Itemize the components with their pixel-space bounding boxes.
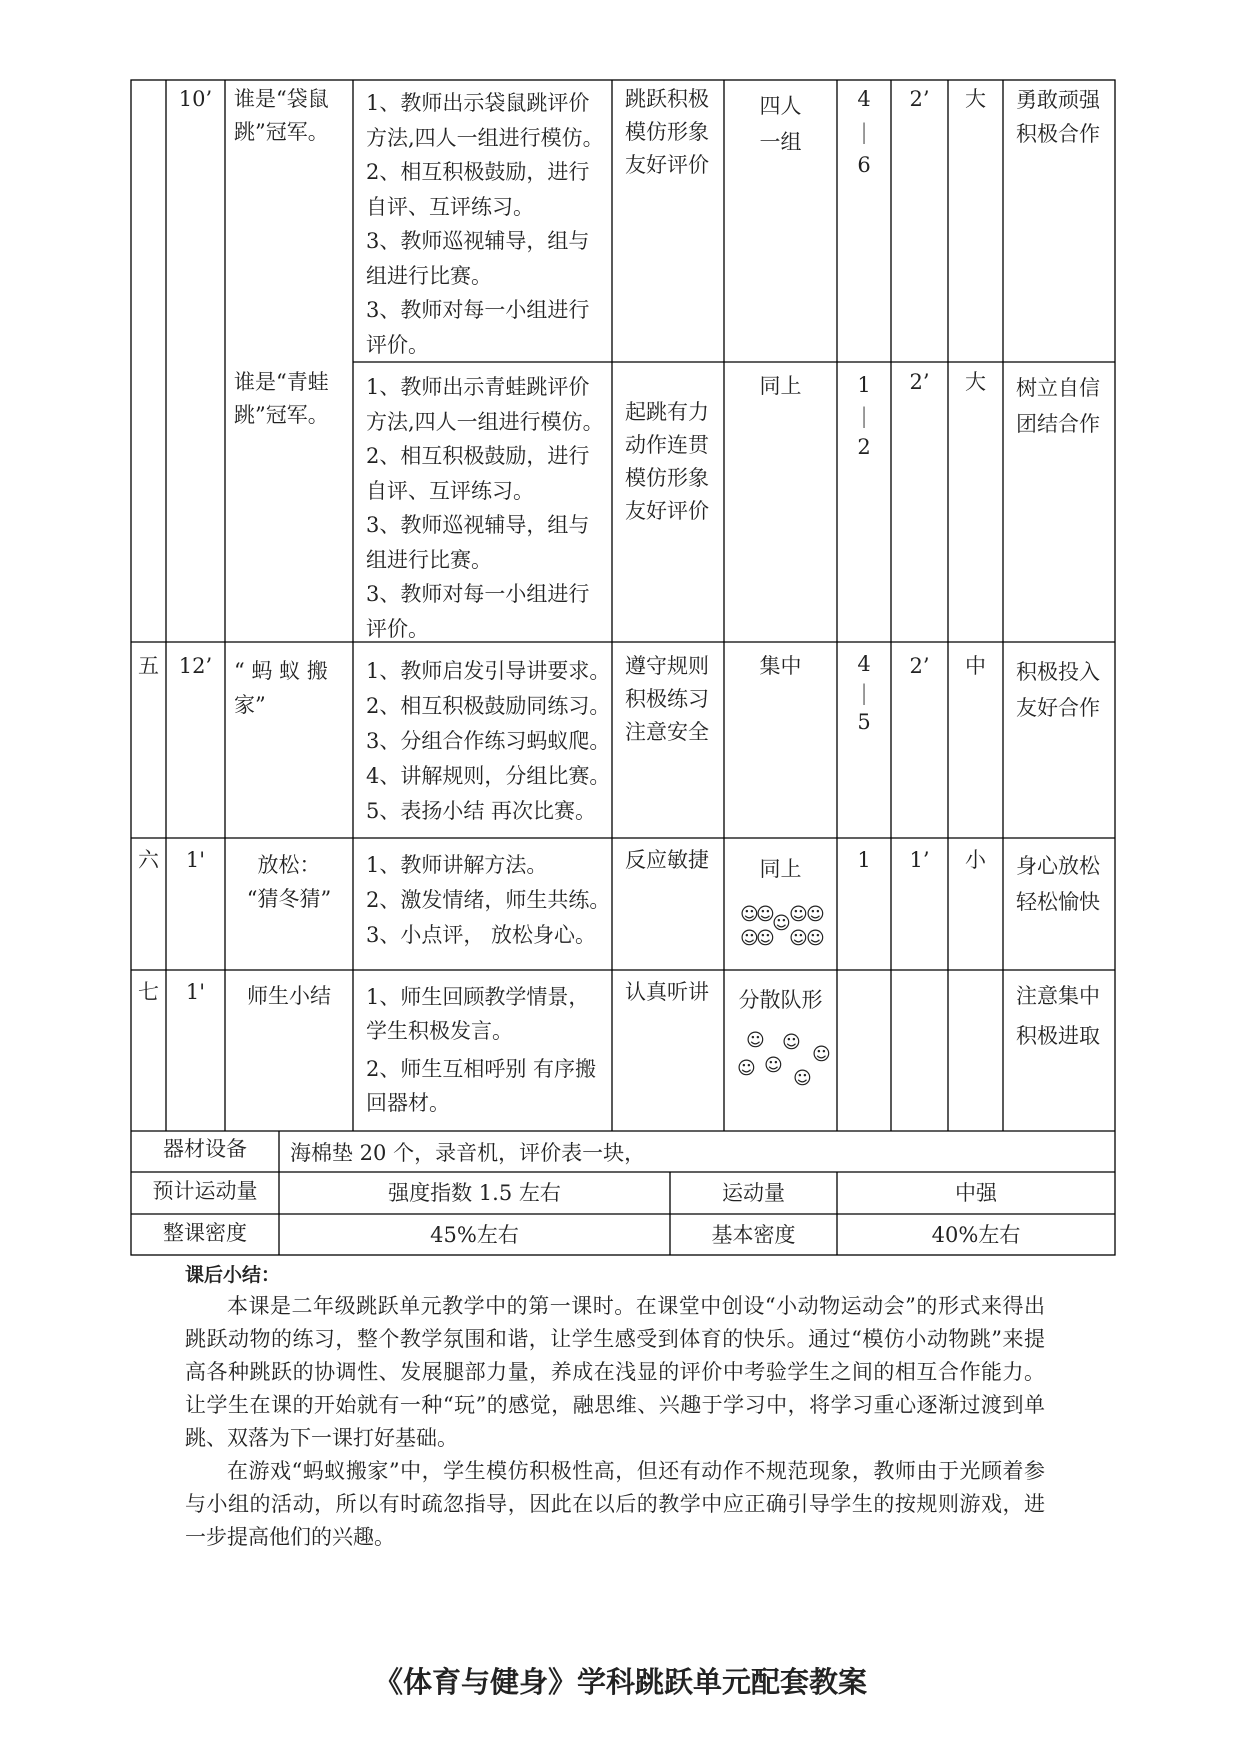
smiley-icon: ☺ [756,904,775,925]
summary-paragraph: 在游戏“蚂蚁搬家”中，学生模仿积极性高，但还有动作不规范现象，教师由于光顾着参与小组的活动，所以有时疏忽指导，因此在以后的教学中应正确引导学生的按规则游戏，进一步提高他们的兴趣。 [185,1459,1045,1549]
document-footer-title: 《体育与健身》学科跳跃单元配套教案 [373,1665,867,1699]
row-requirements: 起跳有力 动作连贯 模仿形象 友好评价 [625,400,709,523]
smiley-icon: ☺ [806,904,825,925]
row-organization: 四人 一组 [759,94,802,154]
row-organization: 同上 [759,374,802,398]
load-intensity: 强度指数 1.5 左右 [388,1181,561,1205]
smiley-icon: ☺ [746,1030,765,1051]
row-time: 1' [185,848,206,872]
row-time: 12’ [178,654,213,678]
row-intensity: 中 [965,654,986,678]
row-requirements: 跳跃积极 模仿形象 友好评价 [625,87,709,177]
smiley-icon: ☺ [789,904,808,925]
load-label: 预计运动量 [152,1179,258,1203]
section-number: 五 [138,654,159,678]
row-steps: 1、教师讲解方法。 2、激发情绪，师生共练。 3、小点评， 放松身心。 [366,853,611,947]
row-intensity: 小 [965,848,986,872]
row-repetitions: 1 | 2 [857,373,871,459]
row-content: 放松： “猜冬猜” [246,853,332,911]
smiley-icon: ☺ [782,1032,801,1053]
row-organization: 同上 [759,857,802,881]
section-number: 七 [138,980,159,1004]
summary-body [185,1290,1045,1554]
row-content: “ 蚂 蚁 搬 家” [234,659,328,717]
row-intensity: 大 [965,87,986,111]
row-goal: 身心放松 轻松愉快 [1016,854,1100,914]
row-goal: 注意集中 积极进取 [1016,984,1100,1048]
row-content: 师生小结 [247,984,331,1008]
row-organization: 分散队形 [738,988,823,1012]
smiley-icon: ☺ [756,928,775,949]
load-amount: 中强 [955,1181,997,1205]
row-duration: 2’ [909,370,930,394]
summary-title: 课后小结： [185,1264,281,1286]
row-time: 10’ [178,87,213,111]
smiley-icon: ☺ [806,928,825,949]
row-duration: 2’ [909,87,930,111]
row-duration: 2’ [909,654,930,678]
row-intensity: 大 [965,370,986,394]
smiley-icon: ☺ [793,1068,812,1089]
row-goal: 积极投入 友好合作 [1016,660,1100,720]
row-goal: 树立自信 团结合作 [1016,376,1100,436]
row-content: 谁是“袋鼠 跳”冠军。 [234,87,329,144]
density-value: 45%左右 [430,1223,519,1247]
basic-density-value: 40%左右 [931,1223,1021,1247]
row-repetitions: 1 [857,848,871,872]
smiley-icon: ☺ [772,913,791,934]
row-steps: 1、教师出示青蛙跳评价 方法,四人一组进行模仿。 2、相互积极鼓励，进行 自评、互评练习。 3、教师巡视辅导，组与 组进行比赛。 3、教师对每一小组进行 评价。 [366,375,604,641]
load-amount-label: 运动量 [722,1181,785,1205]
smiley-icon: ☺ [764,1055,783,1076]
smiley-icon: ☺ [740,928,759,949]
equipment-value: 海棉垫 20 个，录音机，评价表一块， [290,1141,646,1165]
row-steps: 1、师生回顾教学情景， 学生积极发言。 2、师生互相呼别 有序搬 回器材。 [366,985,597,1115]
row-content: 谁是“青蛙 跳”冠军。 [234,370,329,427]
smiley-icon: ☺ [740,904,759,925]
row-repetitions: 4 | 6 [857,87,871,177]
section-number: 六 [138,848,159,872]
row-steps: 1、教师出示袋鼠跳评价 方法,四人一组进行模仿。 2、相互积极鼓励，进行 自评、互评练习。 3、教师巡视辅导，组与 组进行比赛。 3、教师对每一小组进行 评价。 [366,91,604,357]
smiley-icon: ☺ [737,1058,756,1079]
basic-density-label: 基本密度 [711,1223,796,1247]
row-requirements: 遵守规则 积极练习 注意安全 [625,654,709,744]
row-duration: 1’ [909,848,930,872]
equipment-label: 器材设备 [163,1137,247,1161]
row-requirements: 反应敏捷 [625,848,709,872]
row-steps: 1、教师启发引导讲要求。 2、相互积极鼓励同练习。 3、分组合作练习蚂蚁爬。 4、讲解规则，分组比赛。 5、表扬小结 再次比赛。 [366,659,611,823]
row-repetitions: 4 | 5 [857,652,871,734]
smiley-icon: ☺ [789,928,808,949]
row-goal: 勇敢顽强 积极合作 [1016,88,1100,146]
row-time: 1' [185,980,206,1004]
summary-paragraph: 本课是二年级跳跃单元教学中的第一课时。在课堂中创设“小动物运动会”的形式来得出跳跃动物的练习，整个教学氛围和谐，让学生感受到体育的快乐。通过“模仿小动物跳”来提高各种跳跃的协调性、发展腿部力量，养成在浅显的评价中考验学生之间的相互合作能力。让学生在课的开始就有一种“玩”的感觉，融思维、兴趣于学习中，将学习重心逐渐过渡到单跳、双落为下一课打好基础。 [185,1294,1045,1450]
row-requirements: 认真听讲 [625,980,709,1004]
density-label: 整课密度 [163,1221,247,1245]
smiley-icon: ☺ [812,1044,831,1065]
row-organization: 集中 [759,654,802,678]
